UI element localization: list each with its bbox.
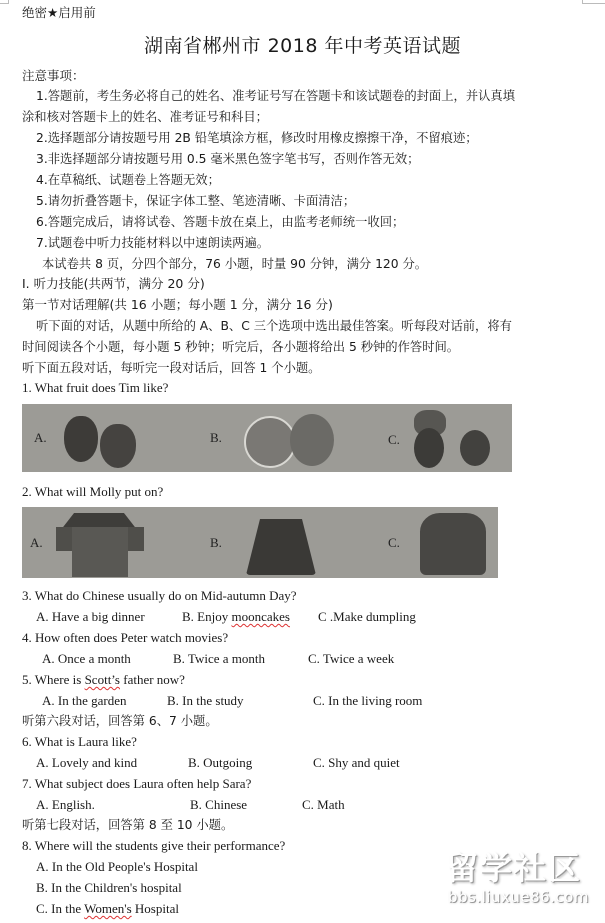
question-4: 4. How often does Peter watch movies? [22, 630, 229, 645]
dialogue-instruction: 听第六段对话，回答第 6、7 小题。 [22, 714, 218, 728]
note-item: 5.请勿折叠答题卡，保证字体工整、笔迹清晰、卡面清洁； [36, 194, 356, 208]
note-item: 7.试题卷中听力技能材料以中速朗读两遍。 [36, 236, 270, 250]
secret-mark: 绝密★启用前 [22, 5, 96, 20]
answer-option: A. In the garden [42, 693, 127, 708]
question-1: 1. What fruit does Tim like? [22, 380, 169, 395]
answer-option: A. Have a big dinner [36, 609, 145, 624]
answer-option: C. Shy and quiet [313, 755, 400, 770]
answer-option: B. Enjoy mooncakes [182, 609, 290, 624]
question-2: 2. What will Molly put on? [22, 484, 164, 499]
option-label: B. [210, 535, 222, 550]
note-item: 2.选择题部分请按题号用 2B 铅笔填涂方框，修改时用橡皮擦擦干净，不留痕迹； [36, 131, 478, 145]
watermark-brand: 留学社区 [446, 849, 583, 887]
fruit-image-panel [22, 404, 512, 472]
answer-option: C .Make dumpling [318, 609, 416, 624]
question-3: 3. What do Chinese usually do on Mid-autumn Day? [22, 588, 297, 603]
answer-option: B. Outgoing [188, 755, 253, 770]
note-item: 4.在草稿纸、试题卷上答题无效； [36, 173, 220, 187]
answer-option: A. Lovely and kind [36, 755, 138, 770]
answer-option: C. In the living room [313, 693, 423, 708]
option-label: B. [210, 430, 222, 445]
option-label: C. [388, 535, 400, 550]
option-label: A. [30, 535, 43, 550]
clothes-image-panel [22, 507, 498, 578]
answer-option: B. Chinese [190, 797, 248, 812]
instructions: 听下面的对话，从题中所给的 A、B、C 三个选项中选出最佳答案。听每段对话前，将有 [36, 319, 512, 333]
answer-option: C. In the Women's Hospital [36, 901, 179, 916]
part-title: 第一节对话理解(共 16 小题；每小题 1 分，满分 16 分) [22, 297, 333, 312]
dialogue-instruction: 听第七段对话，回答第 8 至 10 小题。 [22, 818, 234, 832]
note-item: 1.答题前，考生务必将自己的姓名、准考证号写在答题卡和该试题卷的封面上，并认真填 [36, 89, 516, 103]
watermark-logo [446, 848, 598, 916]
answer-option: C. Twice a week [308, 651, 395, 666]
page-title: 湖南省郴州市 2018 年中考英语试题 [144, 35, 461, 57]
page-corner-mark [0, 0, 9, 4]
spellcheck-mark: Women's [84, 901, 132, 916]
note-item: 涂和核对答题卡上的姓名、准考证号和科目； [22, 110, 268, 124]
answer-option: A. English. [36, 797, 95, 812]
exam-summary: 本试卷共 8 页，分四个部分，76 小题，时量 90 分钟，满分 120 分。 [42, 257, 428, 271]
spellcheck-mark: Scott’s [84, 672, 120, 687]
instructions: 听下面五段对话，每听完一段对话后，回答 1 个小题。 [22, 361, 321, 375]
answer-option: C. Math [302, 797, 345, 812]
instructions: 时间阅读各个小题，每小题 5 秒钟；听完后，各小题将给出 5 秒钟的作答时间。 [22, 340, 460, 354]
section-title: I. 听力技能(共两节，满分 20 分) [22, 276, 205, 291]
watermark-url: bbs.liuxue86.com [448, 888, 589, 906]
notes-heading: 注意事项： [22, 68, 85, 83]
answer-option: B. Twice a month [173, 651, 266, 666]
answer-option: B. In the Children's hospital [36, 880, 182, 895]
question-6: 6. What is Laura like? [22, 734, 137, 749]
answer-option: B. In the study [167, 693, 244, 708]
question-8: 8. Where will the students give their performance? [22, 838, 286, 853]
note-item: 6.答题完成后，请将试卷、答题卡放在桌上，由监考老师统一收回； [36, 215, 405, 229]
option-label: C. [388, 432, 400, 447]
question-7: 7. What subject does Laura often help Sara? [22, 776, 252, 791]
option-label: A. [34, 430, 47, 445]
answer-option: A. In the Old People's Hospital [36, 859, 198, 874]
spellcheck-mark: mooncakes [231, 609, 290, 624]
answer-option: A. Once a month [42, 651, 131, 666]
question-5: 5. Where is Scott’s father now? [22, 672, 185, 687]
note-item: 3.非选择题部分请按题号用 0.5 毫米黑色签字笔书写，否则作答无效； [36, 152, 420, 166]
page-corner-mark [582, 0, 605, 4]
